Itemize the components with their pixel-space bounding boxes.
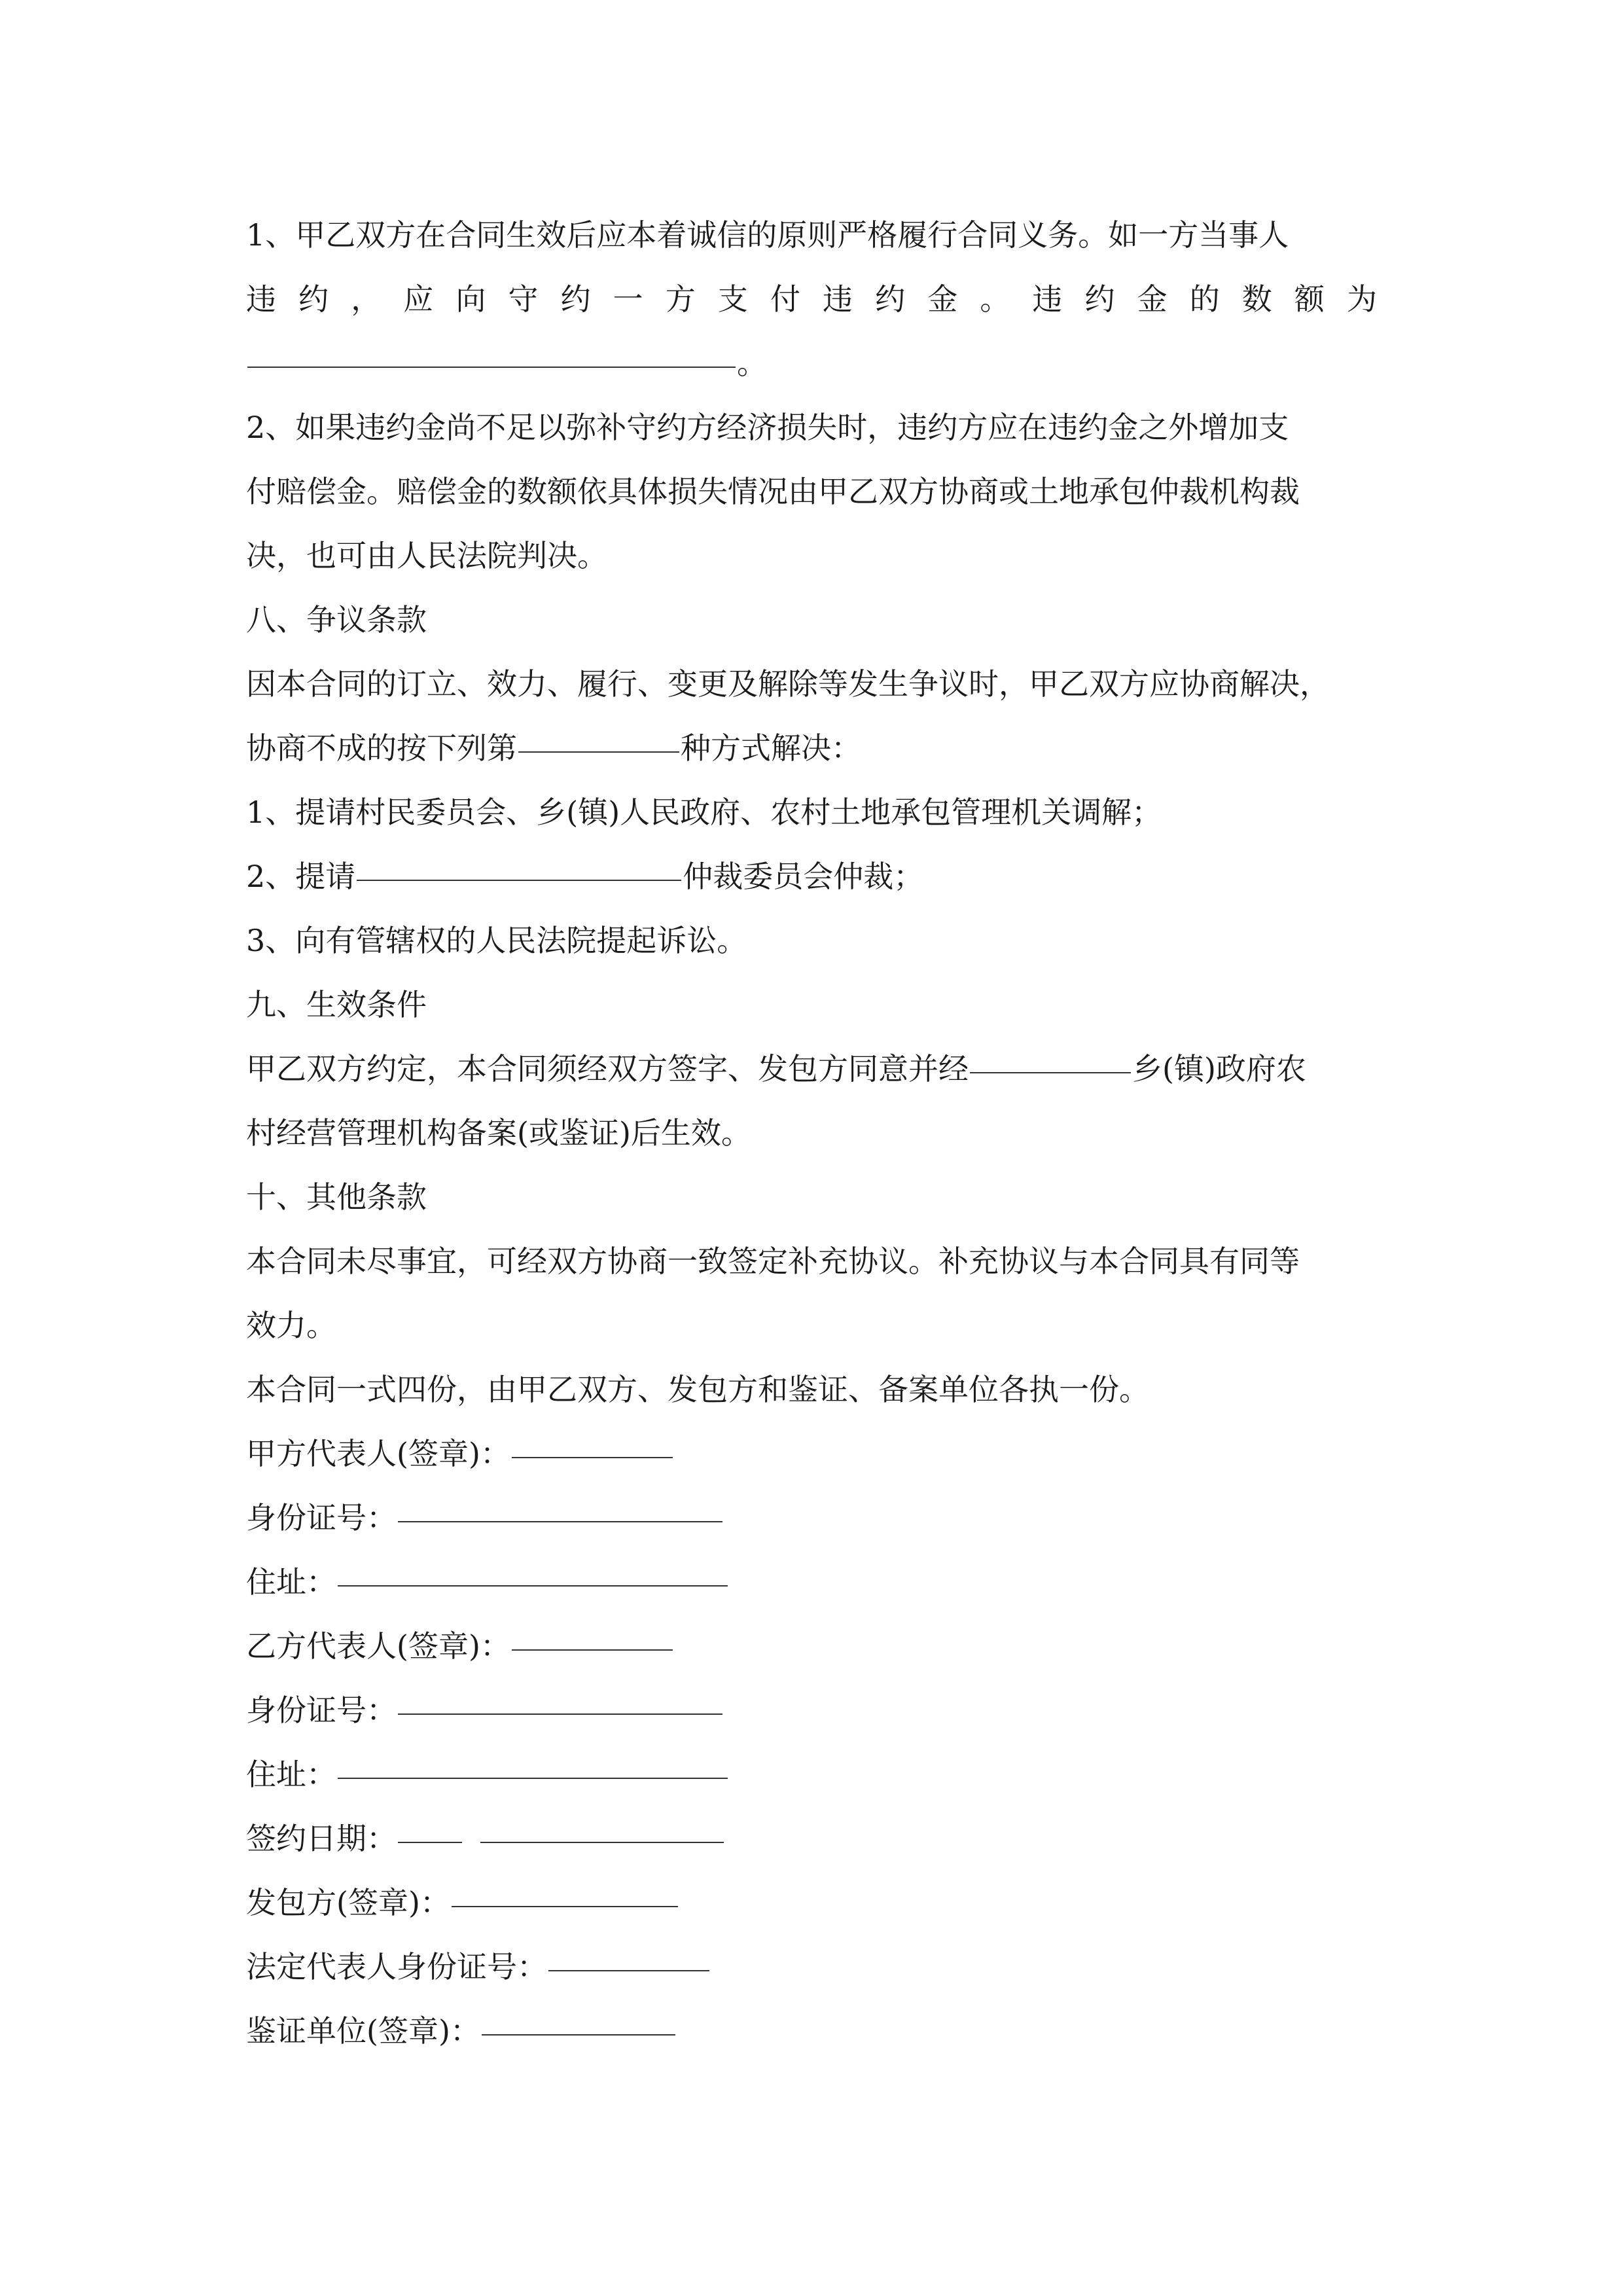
justified-char: 数 xyxy=(1241,281,1272,317)
justified-char: 一 xyxy=(613,281,643,317)
sign-date-rest-blank[interactable] xyxy=(480,1806,724,1843)
notary-row xyxy=(246,1999,1377,2063)
party-a-addr-row xyxy=(246,1550,1377,1614)
justified-char: 违 xyxy=(823,281,853,317)
justified-char: 额 xyxy=(1294,281,1325,317)
party-a-id-row xyxy=(246,1486,1377,1550)
contract-body xyxy=(246,203,1377,2063)
clause-8-option-1: 1、提请村民委员会、乡(镇)人民政府、农村土地承包管理机关调解； xyxy=(246,795,1162,830)
clause-7-2-line-2: 付赔偿金。赔偿金的数额依具体损失情况由甲乙双方协商或土地承包仲裁机构裁 xyxy=(246,474,1300,509)
party-a-addr-blank[interactable] xyxy=(338,1550,728,1587)
clause-10-line-2: 效力。 xyxy=(246,1308,336,1343)
legal-rep-id-label: 法定代表人身份证号： xyxy=(246,1949,547,1984)
section-10-heading: 十、其他条款 xyxy=(246,1179,427,1215)
party-b-rep-blank[interactable] xyxy=(512,1614,673,1651)
clause-8-option-2 xyxy=(246,844,1377,908)
clause-9-line-2: 村经营管理机构备案(或鉴证)后生效。 xyxy=(246,1115,751,1151)
clause-8-suffix: 种方式解决： xyxy=(681,730,861,766)
party-b-rep-label: 乙方代表人(签章)： xyxy=(246,1628,510,1664)
legal-rep-id-row xyxy=(246,1935,1377,1999)
justified-char: 约 xyxy=(298,281,329,317)
party-b-id-label: 身份证号： xyxy=(246,1693,397,1728)
option-2-suffix: 仲裁委员会仲裁； xyxy=(683,859,924,894)
party-a-addr-label: 住址： xyxy=(246,1564,336,1600)
justified-char: 方 xyxy=(665,281,696,317)
clause-7-2-line-3: 决，也可由人民法院判决。 xyxy=(246,538,607,573)
penalty-amount-blank[interactable] xyxy=(247,331,736,368)
sign-date-year-blank[interactable] xyxy=(398,1806,462,1843)
party-b-id-blank[interactable] xyxy=(398,1678,722,1715)
justified-char: 约 xyxy=(1084,281,1115,317)
party-a-rep-blank[interactable] xyxy=(512,1422,673,1458)
party-a-rep-label: 甲方代表人(签章)： xyxy=(246,1436,510,1471)
justified-char: 向 xyxy=(455,281,486,317)
justified-char: 约 xyxy=(560,281,591,317)
justified-char: 支 xyxy=(717,281,748,317)
party-a-id-blank[interactable] xyxy=(398,1486,722,1522)
party-a-rep-row xyxy=(246,1422,1377,1486)
justified-char: 违 xyxy=(246,281,276,317)
justified-char: 金 xyxy=(1137,281,1168,317)
contractor-blank[interactable] xyxy=(452,1871,678,1907)
clause-8-line-1: 因本合同的订立、效力、履行、变更及解除等发生争议时，甲乙双方应协商解决， xyxy=(246,666,1330,702)
section-8-heading: 八、争议条款 xyxy=(246,602,427,637)
clause-7-2-line-1: 2、如果违约金尚不足以弥补守约方经济损失时，违约方应在违约金之外增加支 xyxy=(246,410,1289,445)
party-a-id-label: 身份证号： xyxy=(246,1500,397,1535)
justified-char: 金 xyxy=(927,281,958,317)
justified-char: ， xyxy=(351,281,382,317)
clause-7-1-end: 。 xyxy=(737,346,767,381)
justified-char: 付 xyxy=(770,281,800,317)
clause-7-1-line-3 xyxy=(246,331,1377,395)
contractor-row xyxy=(246,1871,1377,1935)
clause-9-suffix: 乡(镇)政府农 xyxy=(1132,1051,1306,1086)
clause-7-1-line-2 xyxy=(246,267,1377,331)
arbitration-committee-blank[interactable] xyxy=(357,844,681,881)
dispute-method-blank[interactable] xyxy=(518,716,679,753)
justified-char: 应 xyxy=(403,281,434,317)
option-2-prefix: 2、提请 xyxy=(246,859,356,894)
legal-rep-id-blank[interactable] xyxy=(548,1935,709,1971)
justified-char: 的 xyxy=(1189,281,1220,317)
clause-10-line-3: 本合同一式四份，由甲乙双方、发包方和鉴证、备案单位各执一份。 xyxy=(246,1372,1149,1407)
sign-date-row xyxy=(246,1806,1377,1871)
party-b-id-row xyxy=(246,1678,1377,1742)
party-b-addr-label: 住址： xyxy=(246,1757,336,1792)
clause-8-line-2 xyxy=(246,716,1377,780)
clause-8-option-3: 3、向有管辖权的人民法院提起诉讼。 xyxy=(246,923,747,958)
justified-char: 守 xyxy=(508,281,539,317)
section-9-heading: 九、生效条件 xyxy=(246,987,427,1022)
party-b-rep-row xyxy=(246,1614,1377,1678)
clause-8-prefix: 协商不成的按下列第 xyxy=(246,730,517,766)
clause-9-line-1 xyxy=(246,1037,1377,1101)
notary-label: 鉴证单位(签章)： xyxy=(246,2013,480,2049)
clause-9-prefix: 甲乙双方约定，本合同须经双方签字、发包方同意并经 xyxy=(246,1051,969,1086)
clause-10-line-1: 本合同未尽事宜，可经双方协商一致签定补充协议。补充协议与本合同具有同等 xyxy=(246,1244,1300,1279)
clause-7-1-line-1: 1、甲乙双方在合同生效后应本着诚信的原则严格履行合同义务。如一方当事人 xyxy=(246,217,1289,253)
party-b-addr-blank[interactable] xyxy=(338,1742,728,1779)
justified-char: 约 xyxy=(875,281,906,317)
justified-char: 。 xyxy=(980,281,1010,317)
township-blank[interactable] xyxy=(970,1037,1131,1073)
sign-date-label: 签约日期： xyxy=(246,1821,397,1856)
contractor-label: 发包方(签章)： xyxy=(246,1885,450,1920)
justified-char: 违 xyxy=(1032,281,1063,317)
party-b-addr-row xyxy=(246,1742,1377,1806)
justified-char: 为 xyxy=(1346,281,1377,317)
notary-blank[interactable] xyxy=(482,1999,675,2036)
